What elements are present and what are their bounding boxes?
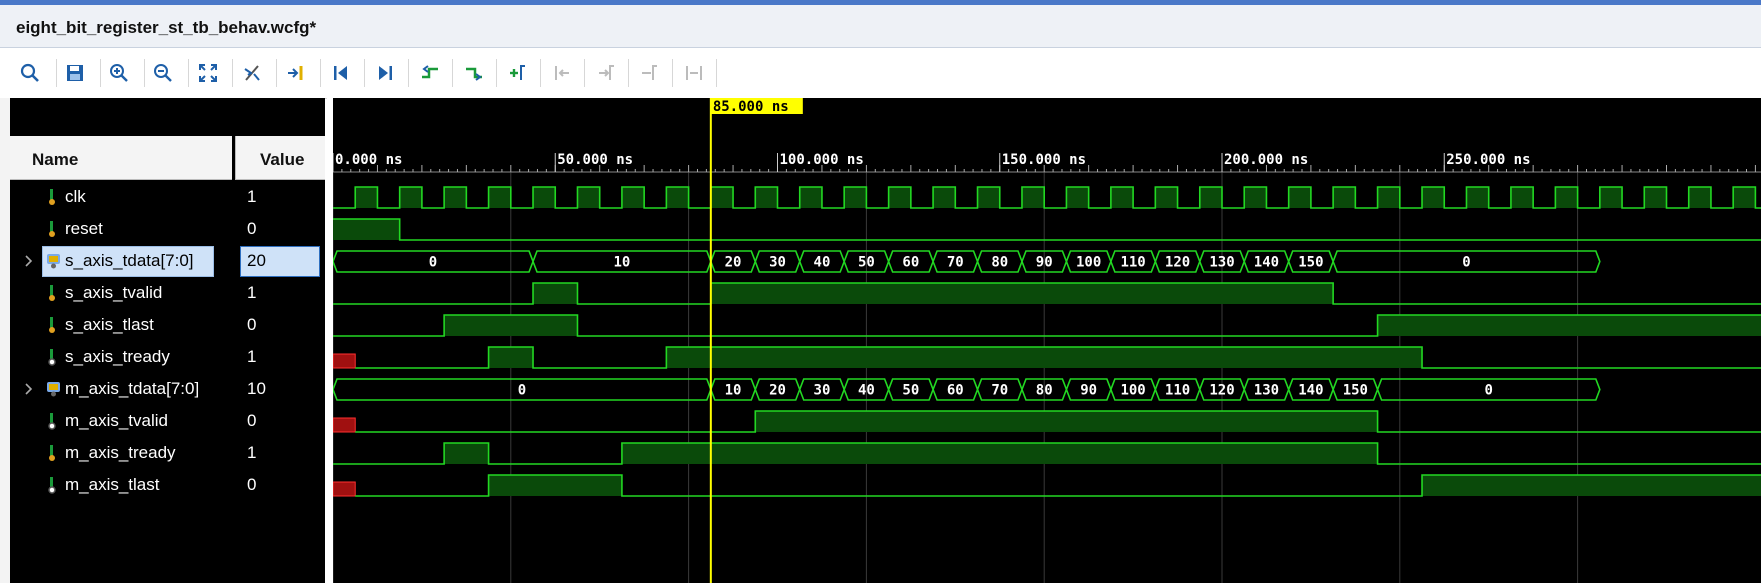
waveform-tab-title-bar: [0, 0, 1761, 48]
bit-waveform: [333, 219, 1761, 240]
bus-value-label: 110: [1164, 382, 1191, 399]
bus-value-label: 140: [1298, 382, 1324, 399]
bus-value-label: 10: [613, 254, 631, 271]
signal-name: clk: [65, 187, 86, 206]
signal-name: s_axis_tready: [65, 347, 170, 366]
bus-value-label: 100: [1076, 254, 1102, 271]
high-level-fill: [333, 219, 400, 240]
time-axis-label: 250.000 ns: [1446, 152, 1531, 168]
waveform-m_axis_tdata[interactable]: [333, 379, 1600, 400]
signal-value-cell[interactable]: [235, 371, 325, 407]
signal-row-s-axis-tlast[interactable]: [10, 307, 235, 343]
toolbar-separator: [144, 59, 145, 87]
high-level-fill: [1689, 187, 1711, 208]
high-level-fill: [711, 283, 1333, 304]
signal-name: m_axis_tready: [65, 443, 176, 462]
toolbar-separator: [716, 59, 717, 87]
signal-value-cell[interactable]: [235, 467, 325, 503]
high-level-fill: [622, 443, 1378, 464]
time-axis-label: 0.000 ns: [335, 152, 403, 168]
go-to-cursor-icon[interactable]: [283, 60, 309, 86]
high-level-fill: [444, 443, 488, 464]
signal-row-s-axis-tvalid[interactable]: [10, 275, 235, 311]
high-level-fill: [444, 315, 577, 336]
signal-row-s-axis-tdata[interactable]: [10, 243, 235, 279]
bus-value-label: 140: [1253, 254, 1280, 271]
high-level-fill: [1289, 187, 1311, 208]
signal-name: s_axis_tvalid: [65, 283, 163, 302]
signal-value-cell[interactable]: [235, 403, 325, 439]
toolbar-separator: [408, 59, 409, 87]
signal-name: s_axis_tdata[7:0]: [65, 251, 194, 270]
waveform-toolbar: [0, 48, 1761, 99]
bit-signal-icon: [46, 220, 60, 238]
high-level-fill: [533, 187, 555, 208]
signal-value: 1: [247, 283, 257, 302]
signal-values-panel: [235, 98, 325, 583]
bus-value-label: 80: [991, 254, 1009, 271]
output-signal-icon: [46, 412, 60, 430]
search-icon[interactable]: [17, 60, 43, 86]
time-axis-label: 100.000 ns: [779, 152, 864, 168]
signal-row-s-axis-tready[interactable]: [10, 339, 235, 375]
previous-transition-icon[interactable]: [417, 60, 443, 86]
time-axis-label: 150.000 ns: [1001, 152, 1087, 168]
toolbar-separator: [452, 59, 453, 87]
zoom-in-icon[interactable]: [106, 60, 132, 86]
undefined-value-block: [333, 418, 355, 432]
waveform-file-title[interactable]: eight_bit_register_st_tb_behav.wcfg*: [16, 18, 317, 37]
swap-cursors-icon: [637, 60, 663, 86]
waveform-canvas[interactable]: [333, 98, 1761, 583]
bus-value-label: 150: [1298, 254, 1324, 271]
bus-output-signal-icon: [46, 380, 60, 398]
high-level-fill: [933, 187, 955, 208]
signal-value-cell[interactable]: [235, 435, 325, 471]
bit-signal-icon: [46, 316, 60, 334]
high-level-fill: [1466, 187, 1488, 208]
expand-chevron-icon[interactable]: [23, 380, 37, 398]
high-level-fill: [1422, 187, 1444, 208]
bus-value-label: 20: [769, 382, 786, 399]
bus-value-label: 130: [1209, 254, 1235, 271]
name-column-header[interactable]: Name: [10, 136, 232, 180]
signal-value-cell[interactable]: [235, 243, 325, 279]
output-signal-icon: [46, 476, 60, 494]
time-axis-label: 50.000 ns: [557, 152, 634, 168]
signal-value: 1: [247, 443, 257, 462]
left-margin: [0, 98, 10, 583]
toolbar-separator: [188, 59, 189, 87]
signal-row-clk[interactable]: [10, 179, 235, 215]
bus-value-label: 110: [1120, 254, 1146, 271]
high-level-fill: [1111, 187, 1133, 208]
high-level-fill: [666, 187, 688, 208]
high-level-fill: [889, 187, 911, 208]
high-level-fill: [489, 475, 622, 496]
waveform-m_axis_tready[interactable]: [333, 443, 1761, 464]
zoom-out-icon[interactable]: [150, 60, 176, 86]
bus-value-label: 100: [1120, 382, 1146, 399]
bus-value-label: 60: [946, 382, 964, 399]
bus-value-label: 10: [724, 382, 742, 399]
signal-name: m_axis_tdata[7:0]: [65, 379, 200, 398]
bus-value-label: 30: [769, 254, 786, 271]
high-level-fill: [978, 187, 1000, 208]
bus-value-label: 50: [857, 254, 875, 271]
toolbar-separator: [628, 59, 629, 87]
waveform-panel[interactable]: [333, 98, 1761, 583]
high-level-fill: [533, 283, 577, 304]
high-level-fill: [1244, 187, 1266, 208]
signal-names-panel: [10, 98, 235, 583]
high-level-fill: [622, 187, 644, 208]
signal-value: 0: [247, 411, 257, 430]
bus-value-label: 70: [991, 382, 1009, 399]
high-level-fill: [1022, 187, 1044, 208]
signal-row-m-axis-tvalid[interactable]: [10, 403, 235, 439]
high-level-fill: [755, 411, 1377, 432]
signal-value-cell[interactable]: [235, 307, 325, 343]
high-level-fill: [444, 187, 466, 208]
waveform-s_axis_tvalid[interactable]: [333, 283, 1761, 304]
signal-value: 20: [247, 251, 266, 270]
zoom-fit-icon[interactable]: [195, 60, 221, 86]
signal-row-m-axis-tlast[interactable]: [10, 467, 235, 503]
waveform-reset[interactable]: [333, 219, 1761, 240]
save-icon[interactable]: [62, 60, 88, 86]
bus-value-label: 0: [1462, 254, 1471, 271]
high-level-fill: [1555, 187, 1577, 208]
waveform-s_axis_tdata[interactable]: [333, 251, 1600, 272]
waveform-m_axis_tlast[interactable]: [333, 475, 1761, 496]
add-marker-icon[interactable]: [505, 60, 531, 86]
previous-marker-icon: [549, 60, 575, 86]
high-level-fill: [844, 187, 866, 208]
toolbar-separator: [584, 59, 585, 87]
bus-value-label: 0: [517, 382, 527, 399]
high-level-fill: [1378, 315, 1761, 336]
high-level-fill: [1066, 187, 1088, 208]
high-level-fill: [800, 187, 822, 208]
signal-row-m-axis-tdata[interactable]: [10, 371, 235, 407]
toolbar-separator: [56, 59, 57, 87]
bus-value-label: 120: [1209, 382, 1235, 399]
bus-value-label: 80: [1035, 382, 1053, 399]
toolbar-separator: [496, 59, 497, 87]
undefined-value-block: [333, 482, 355, 496]
high-level-fill: [400, 187, 422, 208]
go-to-start-icon[interactable]: [328, 60, 354, 86]
high-level-fill: [1422, 475, 1761, 496]
signal-name: m_axis_tvalid: [65, 411, 168, 430]
bus-value-label: 0: [428, 254, 438, 271]
bus-value-label: 90: [1080, 382, 1098, 399]
signal-name: s_axis_tlast: [65, 315, 154, 334]
signal-value: 1: [247, 347, 257, 366]
signal-name: reset: [65, 219, 103, 238]
signal-value-cell[interactable]: [235, 211, 325, 247]
waveform-m_axis_tvalid[interactable]: [333, 411, 1761, 432]
high-level-fill: [711, 187, 733, 208]
signal-value-cell[interactable]: [235, 275, 325, 311]
bus-value-label: 50: [902, 382, 920, 399]
bus-value-label: 130: [1253, 382, 1280, 399]
signal-value-cell[interactable]: [235, 339, 325, 375]
next-marker-icon: [593, 60, 619, 86]
bus-value-label: 20: [724, 254, 742, 271]
toolbar-separator: [276, 59, 277, 87]
go-to-end-icon[interactable]: [372, 60, 398, 86]
cursor-time-label: 85.000 ns: [712, 99, 789, 115]
signal-value-cell[interactable]: [235, 179, 325, 215]
waveform-s_axis_tready[interactable]: [333, 347, 1761, 368]
signal-row-m-axis-tready[interactable]: [10, 435, 235, 471]
bit-signal-icon: [46, 188, 60, 206]
high-level-fill: [1644, 187, 1666, 208]
bus-value-label: 90: [1035, 254, 1053, 271]
waveform-clk[interactable]: [333, 187, 1761, 208]
signal-row-reset[interactable]: [10, 211, 235, 247]
signal-value: 0: [247, 315, 257, 334]
high-level-fill: [1378, 187, 1400, 208]
signal-value: 10: [247, 379, 266, 398]
bus-value-label: 40: [813, 254, 831, 271]
next-transition-icon[interactable]: [461, 60, 487, 86]
expand-chevron-icon[interactable]: [23, 252, 37, 270]
high-level-fill: [666, 347, 1422, 368]
high-level-fill: [489, 187, 511, 208]
value-column-header[interactable]: Value: [235, 136, 325, 180]
high-level-fill: [1600, 187, 1622, 208]
high-level-fill: [1155, 187, 1177, 208]
bus-value-label: 0: [1484, 382, 1493, 399]
output-signal-icon: [46, 348, 60, 366]
bus-value-label: 150: [1342, 382, 1368, 399]
fix-cursor-icon: [681, 60, 707, 86]
signal-value: 0: [247, 475, 257, 494]
undefined-value-block: [333, 354, 355, 368]
toolbar-separator: [540, 59, 541, 87]
high-level-fill: [755, 187, 777, 208]
bus-value-label: 40: [857, 382, 875, 399]
high-level-fill: [1333, 187, 1355, 208]
bus-value-label: 120: [1164, 254, 1191, 271]
bus-value-label: 30: [813, 382, 831, 399]
bit-signal-icon: [46, 284, 60, 302]
high-level-fill: [1511, 187, 1533, 208]
toolbar-separator: [100, 59, 101, 87]
high-level-fill: [1200, 187, 1222, 208]
signal-value: 0: [247, 219, 257, 238]
toolbar-separator: [232, 59, 233, 87]
high-level-fill: [577, 187, 599, 208]
signal-name: m_axis_tlast: [65, 475, 160, 494]
toolbar-separator: [320, 59, 321, 87]
cursor-snap-icon[interactable]: [239, 60, 265, 86]
high-level-fill: [355, 187, 377, 208]
signal-value: 1: [247, 187, 257, 206]
bit-signal-icon: [46, 444, 60, 462]
toolbar-separator: [672, 59, 673, 87]
high-level-fill: [1733, 187, 1755, 208]
bus-value-label: 60: [902, 254, 920, 271]
high-level-fill: [489, 347, 533, 368]
bus-signal-icon: [46, 252, 60, 270]
waveform-s_axis_tlast[interactable]: [333, 315, 1761, 336]
toolbar-separator: [364, 59, 365, 87]
time-axis-label: 200.000 ns: [1224, 152, 1309, 168]
bus-value-label: 70: [946, 254, 964, 271]
